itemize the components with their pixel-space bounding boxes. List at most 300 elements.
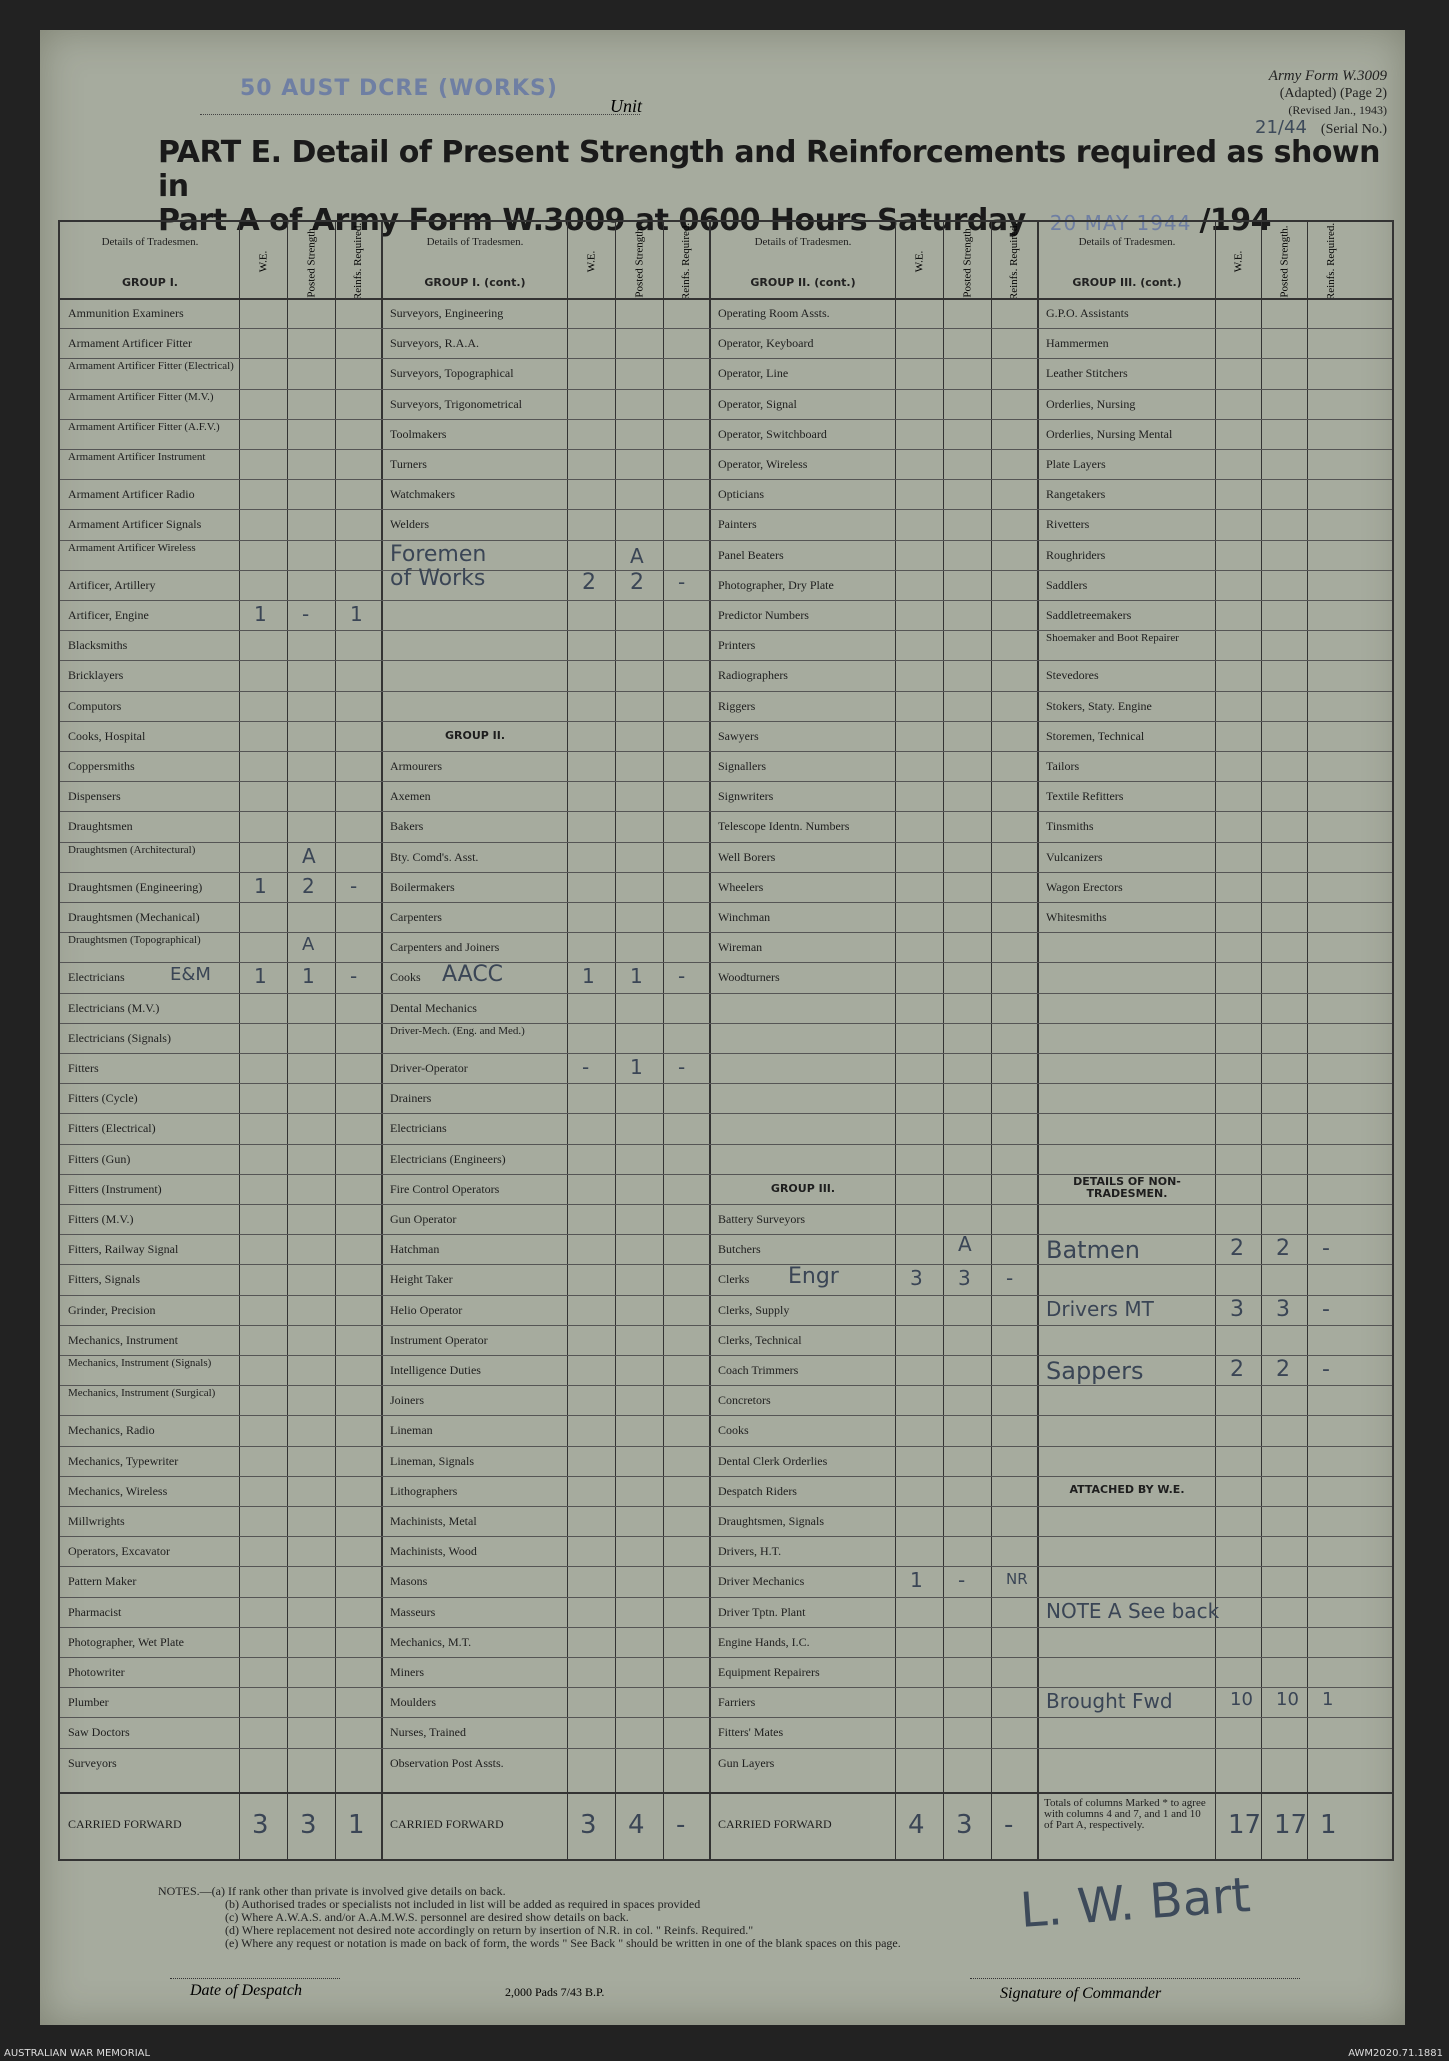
table-row-label: Clerks, Supply [718, 1302, 790, 1317]
table-row-label: Blacksmiths [68, 638, 128, 653]
handwritten-entry: Brought Fwd [1046, 1689, 1173, 1714]
row-rule [60, 1476, 1392, 1477]
column-divider [335, 222, 336, 1859]
table-row-label: Opticians [718, 487, 764, 502]
table-row-label: Whitesmiths [1046, 910, 1107, 924]
table-row-label: Fire Control Operators [390, 1181, 500, 1196]
table-row-label: Bricklayers [68, 668, 124, 683]
handwritten-entry: 2 [1276, 1236, 1290, 1262]
row-rule [60, 721, 1392, 722]
table-row-label: Instrument Operator [390, 1332, 488, 1347]
column-header-reinfs [336, 222, 382, 300]
row-rule [60, 389, 1392, 390]
table-row-label: Concretors [718, 1393, 771, 1408]
title-line-1: PART E. Detail of Present Strength and Reinforcements required as shown in [158, 135, 1380, 204]
handwritten-entry: 2 [582, 569, 596, 595]
carried-forward-value: 1 [1320, 1810, 1337, 1840]
group-heading: GROUP I. (cont.) [424, 276, 526, 289]
table-row-label: Cooks [390, 970, 421, 985]
column-header-details [60, 222, 240, 300]
handwritten-entry: 1 [630, 964, 643, 989]
table-row-label: Fitters (Electrical) [68, 1121, 156, 1136]
row-rule [60, 1748, 1392, 1749]
table-row-label: Panel Beaters [718, 547, 784, 562]
table-row-label: Plate Layers [1046, 457, 1106, 471]
table-row-label: Driver-Operator [390, 1061, 468, 1075]
carried-forward-value: 1 [348, 1810, 365, 1840]
table-row-label: Textile Refitters [1046, 789, 1124, 804]
note-b: (b) Authorised trades or specialists not included in list will be added as required in spaces provided [225, 1897, 701, 1911]
form-page [40, 30, 1405, 2025]
table-row-label: Radiographers [718, 668, 788, 683]
table-row-label: Operators, Excavator [68, 1544, 170, 1559]
column-header-reinfs [664, 222, 710, 300]
row-rule [60, 872, 1392, 873]
header-rule [60, 298, 1392, 300]
row-rule [60, 1144, 1392, 1145]
carried-forward-value: - [676, 1810, 686, 1840]
table-row-label: GROUP II. [444, 728, 506, 742]
column-divider [663, 222, 664, 1859]
row-rule [60, 1597, 1392, 1598]
title-year: /194 [1199, 203, 1272, 238]
table-row-label: Coach Trimmers [718, 1363, 799, 1377]
row-rule [60, 1295, 1392, 1296]
row-rule [60, 842, 1392, 843]
row-rule [60, 1264, 1392, 1265]
table-row-label: Orderlies, Nursing Mental [1046, 426, 1173, 441]
table-row-label: Grinder, Precision [68, 1302, 156, 1317]
handwritten-entry: NR [1006, 1570, 1028, 1589]
handwritten-entry: A [630, 543, 644, 568]
handwritten-entry: - [582, 1055, 590, 1079]
table-row-label: Sawyers [718, 728, 759, 743]
row-rule [60, 570, 1392, 571]
row-rule [60, 1234, 1392, 1235]
table-row-label: Saddlers [1046, 577, 1088, 592]
table-row-label: Driver Tptn. Plant [718, 1604, 806, 1619]
despatch-line [170, 1978, 340, 1979]
table-row-label: Height Taker [390, 1272, 453, 1287]
table-row-label: Storemen, Technical [1046, 728, 1145, 743]
handwritten-entry: 3 [910, 1266, 923, 1291]
carried-forward-value: 4 [908, 1810, 925, 1840]
table-row-label: Mechanics, Wireless [68, 1483, 168, 1498]
table-row-label: Printers [718, 638, 756, 653]
table-row-label: Photowriter [68, 1665, 125, 1679]
handwritten-entry: Sappers [1046, 1357, 1144, 1385]
table-row-label: Draughtsmen [68, 819, 133, 834]
table-row-label: Masseurs [390, 1604, 436, 1619]
column-divider [287, 222, 288, 1859]
row-rule [60, 932, 1392, 933]
row-rule [60, 781, 1392, 782]
totals-note: Totals of columns Marked * to agree with columns 4 and 7, and 1 and 10 of Part A, respectively. [1044, 1797, 1206, 1831]
handwritten-entry: Drivers MT [1046, 1296, 1154, 1321]
table-row-label: Vulcanizers [1046, 849, 1103, 864]
table-row-label: Bakers [390, 819, 424, 834]
table-row-label: Orderlies, Nursing [1046, 396, 1136, 411]
table-row-label: Shoemaker and Boot Repairer [1046, 632, 1179, 645]
row-rule [60, 509, 1392, 510]
table-row-label: Leather Stitchers [1046, 366, 1128, 381]
table-row-label: Electricians (Engineers) [390, 1151, 506, 1166]
table-row-label: Clerks [718, 1272, 750, 1287]
column-divider [567, 222, 568, 1859]
handwritten-entry: A [958, 1232, 972, 1257]
table-row-label: Lithographers [390, 1483, 458, 1498]
table-row-label: Armament Artificer Fitter (Electrical) [68, 360, 234, 373]
table-row-label: Lineman, Signals [390, 1453, 474, 1468]
carried-forward-label: CARRIED FORWARD [718, 1817, 832, 1831]
row-rule [60, 1657, 1392, 1658]
column-header-we [568, 226, 616, 296]
carried-forward-value: 4 [628, 1810, 645, 1840]
table-row-label: Fitters (Gun) [68, 1151, 131, 1166]
table-row-label: Draughtsmen (Architectural) [68, 843, 196, 856]
row-rule [60, 660, 1392, 661]
row-rule [60, 962, 1392, 963]
table-row-label: Farriers [718, 1695, 756, 1710]
table-row-label: Surveyors [68, 1755, 117, 1770]
handwritten-entry: Foremen [390, 541, 487, 567]
row-rule [60, 1446, 1392, 1447]
table-row-label: Wheelers [718, 879, 764, 894]
table-row-label: Telescope Identn. Numbers [718, 819, 850, 834]
handwritten-entry: 3 [958, 1266, 971, 1291]
table-row-label: Artificer, Engine [68, 608, 149, 622]
handwritten-entry: 1 [302, 964, 315, 989]
table-row-label: Armament Artificer Instrument [68, 451, 206, 463]
carried-forward-value: 3 [300, 1810, 317, 1840]
handwritten-entry: 2 [302, 873, 315, 898]
table-row-label: Dispensers [68, 789, 121, 804]
table-row-label: Pattern Maker [68, 1574, 137, 1589]
table-row-label: Butchers [718, 1242, 761, 1257]
table-row-label: Engine Hands, I.C. [718, 1634, 810, 1649]
table-row-label: Hatchman [390, 1242, 440, 1257]
handwritten-entry: 1 [910, 1568, 923, 1593]
column-header-text: W.E. [1232, 250, 1245, 272]
table-row-label: Cooks, Hospital [68, 728, 146, 743]
table-row-label: Observation Post Assts. [390, 1755, 504, 1770]
table-row-label: Stevedores [1046, 668, 1099, 683]
row-rule [60, 902, 1392, 903]
row-rule [60, 751, 1392, 752]
table-row-label: Watchmakers [390, 487, 456, 502]
table-row-label: Carpenters and Joiners [390, 940, 500, 955]
serial-label: (Serial No.) [1320, 122, 1387, 137]
table-row-label: Riggers [718, 698, 756, 713]
print-info: 2,000 Pads 7/43 B.P. [505, 1985, 605, 1999]
signature-line [970, 1978, 1300, 1979]
table-row-label: Operator, Signal [718, 396, 797, 411]
column-divider [991, 222, 992, 1859]
column-header-details [382, 222, 568, 300]
non-tradesmen-heading: DETAILS OF NON-TRADESMEN. [1073, 1174, 1181, 1200]
handwritten-entry: - [958, 1568, 966, 1593]
row-rule [60, 449, 1392, 450]
column-header-posted [1262, 226, 1308, 296]
column-divider [1037, 222, 1039, 1859]
note-d: (d) Where replacement not desired note accordingly on return by insertion of N.R. in col. " Reinfs. Required." [225, 1923, 754, 1937]
table-row-label: Despatch Riders [718, 1483, 797, 1498]
table-row-label: Operator, Switchboard [718, 426, 827, 441]
carried-forward-value: 3 [956, 1810, 973, 1840]
table-row-label: Joiners [390, 1393, 424, 1408]
table-row-label: Surveyors, Engineering [390, 306, 504, 320]
column-header-text: W.E. [913, 250, 926, 272]
handwritten-entry: A [302, 843, 316, 868]
row-rule [60, 1536, 1392, 1537]
column-header-text: Reinfs. Required. [352, 222, 365, 300]
column-divider [895, 222, 896, 1859]
table-row-label: Miners [390, 1665, 424, 1679]
table-row-label: Dental Mechanics [390, 1000, 477, 1015]
notes-block [158, 1885, 901, 1950]
handwritten-entry: 1 [1322, 1689, 1334, 1711]
details-heading: Details of Tradesmen. [754, 236, 852, 248]
table-row-label: Fitters (M.V.) [68, 1212, 134, 1226]
row-rule [60, 1023, 1392, 1024]
table-row-label: Gun Operator [390, 1212, 457, 1226]
column-header-details [1038, 222, 1216, 300]
form-revised: (Revised Jan., 1943) [1288, 103, 1387, 117]
table-row-label: Hammermen [1046, 336, 1109, 351]
handwritten-entry: - [302, 602, 310, 626]
handwritten-entry: 10 [1276, 1689, 1299, 1711]
table-row-label: Draughtsmen (Mechanical) [68, 910, 200, 924]
handwritten-entry: - [1006, 1266, 1014, 1291]
handwritten-entry: 2 [630, 569, 644, 595]
handwritten-entry: - [350, 873, 358, 898]
table-row-label: Boilermakers [390, 879, 455, 894]
row-rule [60, 1385, 1392, 1386]
row-rule [60, 1083, 1392, 1084]
column-divider [615, 222, 616, 1859]
table-row-label: Wagon Erectors [1046, 879, 1123, 894]
table-row-label: Turners [390, 457, 427, 471]
table-row-label: Photographer, Dry Plate [718, 577, 834, 592]
handwritten-entry: of Works [390, 565, 486, 591]
table-row-label: Battery Surveyors [718, 1212, 805, 1226]
column-header-we [896, 226, 944, 296]
table-row-label: Fitters (Cycle) [68, 1091, 138, 1106]
table-row-label: Lineman [390, 1423, 433, 1438]
row-rule [60, 1113, 1392, 1114]
column-divider [381, 222, 383, 1859]
row-rule [60, 1325, 1392, 1326]
table-row-label: Electricians (Signals) [68, 1030, 171, 1045]
note-a: NOTES.—(a) If rank other than private is involved give details on back. [158, 1884, 506, 1898]
table-row-label: Mechanics, Instrument [68, 1332, 178, 1347]
details-heading: Details of Tradesmen. [101, 236, 199, 248]
commander-signature: L. W. Bart [1018, 1867, 1253, 1939]
row-rule [60, 993, 1392, 994]
table-row-label: Rivetters [1046, 517, 1090, 532]
table-row-label: Winchman [718, 910, 771, 924]
handwritten-entry: - [1322, 1296, 1330, 1322]
carried-forward-value: 3 [580, 1810, 597, 1840]
table-row-label: Wireman [718, 940, 763, 955]
column-header-we [240, 226, 288, 296]
handwritten-entry: - [678, 964, 686, 989]
column-divider [1261, 222, 1262, 1859]
column-divider [709, 222, 711, 1859]
table-row-label: Armament Artificer Signals [68, 517, 202, 532]
handwritten-entry: 1 [582, 964, 595, 989]
handwritten-entry: - [350, 964, 358, 989]
group-heading: GROUP I. [122, 276, 178, 289]
row-rule [60, 1355, 1392, 1356]
table-row-label: Intelligence Duties [390, 1363, 481, 1377]
carried-forward-label: CARRIED FORWARD [390, 1817, 504, 1831]
table-row-label: Operator, Line [718, 366, 789, 381]
table-row-label: Computors [68, 698, 122, 713]
table-row-label: Painters [718, 517, 757, 532]
handwritten-entry: Batmen [1046, 1236, 1140, 1265]
table-row-label: Draughtsmen, Signals [718, 1514, 824, 1528]
table-row-label: Bty. Comd's. Asst. [390, 849, 479, 864]
table-row-label: Helio Operator [390, 1302, 463, 1317]
column-header-text: Posted Strength. [305, 224, 318, 298]
column-header-text: Posted Strength. [961, 224, 974, 298]
table-row-label: Mechanics, Typewriter [68, 1453, 179, 1468]
row-rule [60, 358, 1392, 359]
table-row-label: G.P.O. Assistants [1046, 306, 1129, 320]
table-row-label: Draughtsmen (Topographical) [68, 934, 201, 947]
table-row-label: Pharmacist [68, 1604, 122, 1619]
table-row-label: Armament Artificer Wireless [68, 541, 196, 554]
table-row-label: Driver Mechanics [718, 1574, 805, 1589]
row-rule [60, 600, 1392, 601]
table-row-label: Surveyors, Trigonometrical [390, 396, 522, 411]
table-row-label: Armourers [390, 759, 442, 773]
carried-forward-label: CARRIED FORWARD [68, 1817, 182, 1831]
unit-stamp: 50 AUST DCRE (WORKS) [240, 76, 558, 101]
table-row-label: Artificer, Artillery [68, 577, 156, 592]
handwritten-entry: E&M [170, 964, 211, 986]
table-row-label: Photographer, Wet Plate [68, 1634, 184, 1649]
table-row-label: Electricians [390, 1121, 447, 1136]
table-row-label: Fitters, Signals [68, 1272, 141, 1287]
carried-forward-value: 3 [252, 1810, 269, 1840]
table-row-label: Gun Layers [718, 1755, 775, 1770]
column-header-details [710, 222, 896, 300]
handwritten-entry: A [302, 934, 315, 956]
table-row-label: Signwriters [718, 789, 774, 804]
archive-credit: AUSTRALIAN WAR MEMORIAL [4, 2048, 151, 2059]
table-row-label: Fitters [68, 1061, 99, 1075]
table-row-label: Mechanics, Instrument (Signals) [68, 1357, 212, 1369]
table-row-label: Rangetakers [1046, 487, 1106, 502]
handwritten-entry: 2 [1230, 1357, 1244, 1382]
group-heading: GROUP II. (cont.) [750, 276, 856, 289]
unit-label: Unit [610, 96, 643, 116]
table-row-label: Saddletreemakers [1046, 608, 1132, 622]
handwritten-entry: AACC [442, 962, 504, 988]
table-row-label: Coppersmiths [68, 759, 135, 773]
row-rule [60, 1687, 1392, 1688]
handwritten-entry: 1 [254, 964, 267, 989]
table-row-label: Drainers [390, 1091, 432, 1106]
table-row-label: Clerks, Technical [718, 1332, 802, 1347]
table-row-label: Drivers, H.T. [718, 1544, 782, 1559]
table-row-label: Toolmakers [390, 426, 447, 441]
column-header-reinfs [1308, 222, 1356, 300]
table-row-label: Draughtsmen (Engineering) [68, 879, 203, 894]
table-row-label: Armament Artificer Radio [68, 487, 195, 502]
table-row-label: Operating Room Assts. [718, 306, 830, 320]
form-info [1255, 68, 1387, 138]
strength-table [58, 220, 1394, 1861]
table-row-label: GROUP III. [770, 1181, 836, 1195]
table-row-label: Machinists, Metal [390, 1514, 477, 1528]
row-rule [60, 328, 1392, 329]
table-row-label: Stokers, Staty. Engine [1046, 698, 1152, 713]
row-rule [60, 811, 1392, 812]
column-header-we [1216, 226, 1262, 296]
table-row-label: Tailors [1046, 759, 1080, 773]
title-line-2-text: Part A of Army Form W.3009 at 0600 Hours Saturday [158, 203, 1026, 238]
carried-forward-value: 17 [1228, 1810, 1262, 1840]
handwritten-entry: 1 [254, 602, 267, 626]
row-rule [60, 540, 1392, 541]
row-rule [60, 1204, 1392, 1205]
handwritten-entry: 3 [1230, 1296, 1244, 1322]
table-row-label: Signallers [718, 759, 766, 773]
table-row-label: Operator, Keyboard [718, 336, 814, 351]
handwritten-entry: 2 [1276, 1357, 1290, 1382]
handwritten-entry: 3 [1276, 1296, 1290, 1322]
date-stamp: 20 MAY 1944 [1049, 211, 1192, 235]
column-divider [943, 222, 944, 1859]
table-row-label: Nurses, Trained [390, 1725, 467, 1740]
table-row-label: Dental Clerk Orderlies [718, 1453, 828, 1468]
handwritten-entry: 10 [1230, 1689, 1253, 1711]
table-row-label: Saw Doctors [68, 1725, 130, 1740]
form-number: Army Form W.3009 [1268, 68, 1387, 84]
details-heading: Details of Tradesmen. [1078, 236, 1176, 248]
row-rule [60, 1506, 1392, 1507]
table-row-label: Tinsmiths [1046, 819, 1094, 834]
table-row-label: Surveyors, Topographical [390, 366, 514, 381]
column-header-text: Posted Strength. [1278, 224, 1291, 298]
handwritten-entry: 1 [254, 873, 267, 898]
table-row-label: Fitters, Railway Signal [68, 1242, 179, 1257]
handwritten-entry: 1 [350, 602, 363, 626]
table-row-label: Surveyors, R.A.A. [390, 336, 479, 351]
handwritten-entry: - [1322, 1357, 1330, 1382]
form-adapted: (Adapted) (Page 2) [1279, 86, 1387, 101]
column-header-reinfs [992, 222, 1038, 300]
table-row-label: Axemen [390, 789, 431, 804]
date-of-despatch-label: Date of Despatch [190, 1982, 302, 1999]
column-header-text: Reinfs. Required. [1325, 222, 1338, 300]
handwritten-entry: NOTE A See back [1046, 1598, 1220, 1623]
table-row-label: Ammunition Examiners [68, 306, 184, 320]
column-divider [1307, 222, 1308, 1859]
signature-label: Signature of Commander [1000, 1985, 1162, 2002]
row-rule [60, 1566, 1392, 1567]
column-header-posted [288, 226, 336, 296]
row-rule [60, 1717, 1392, 1718]
table-row-label: Woodturners [718, 970, 780, 985]
table-row-label: Moulders [390, 1695, 436, 1710]
table-row-label: Equipment Repairers [718, 1665, 820, 1679]
note-e: (e) Where any request or notation is made on back of form, the words " See Back " should be written in one of the blank spaces on this page. [225, 1936, 901, 1950]
table-row-label: Mechanics, Instrument (Surgical) [68, 1387, 216, 1400]
